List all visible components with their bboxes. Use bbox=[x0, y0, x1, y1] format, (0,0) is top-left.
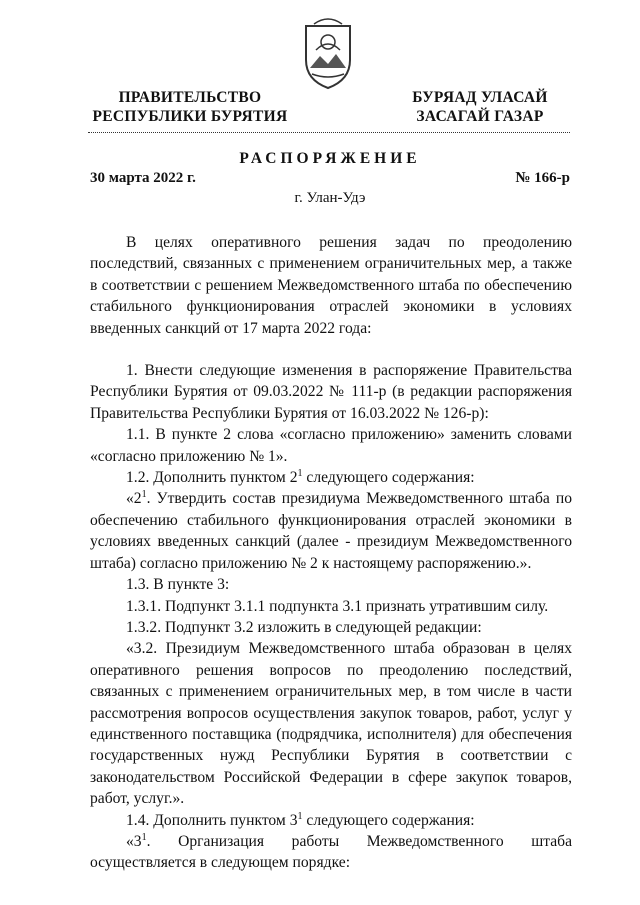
quote-2-1-text: . Утвердить состав президиума Межведомственного штаба по обеспечению стабильного функционирования отраслей экономики в условиях введенных санкций (далее - президиум Межведомственного штаба) согласно приложению № 2 к настоящему распоряжению.». bbox=[90, 490, 572, 572]
paragraph-1-2 bbox=[90, 467, 572, 488]
superscript: 1 bbox=[297, 810, 303, 822]
paragraph-1-3: 1.3. В пункте 3: bbox=[126, 576, 230, 594]
header-left-line1: ПРАВИТЕЛЬСТВО bbox=[118, 89, 262, 106]
quote-3-1-text: . Организация работы Межведомственного штаба осуществляется в следующем порядке: bbox=[90, 832, 572, 872]
header-right-line1: БУРЯАД УЛАСАЙ bbox=[412, 89, 548, 106]
paragraph-1-1: 1.1. В пункте 2 слова «согласно приложению» заменить словами «согласно приложению № 1». bbox=[90, 426, 572, 465]
header-right-line2: ЗАСАГАЙ ГАЗАР bbox=[416, 108, 544, 125]
paragraph-1: 1. Внести следующие изменения в распоряжение Правительства Республики Бурятия от 09.03.2022 № 111-р (в редакции распоряжения Правительства Республики Бурятия от 16.03.2022 № 126-р): bbox=[90, 362, 572, 422]
header-divider bbox=[88, 132, 570, 133]
quote-3-1-prefix: «3 bbox=[126, 832, 142, 850]
government-name-bur bbox=[400, 88, 560, 126]
coat-of-arms-icon bbox=[300, 16, 356, 92]
government-name-ru bbox=[90, 88, 290, 126]
document-body bbox=[90, 232, 572, 874]
paragraph-1-4-suffix: следующего содержания: bbox=[302, 811, 475, 829]
quote-2-1-prefix: «2 bbox=[126, 490, 142, 508]
paragraph-1-3-1: 1.3.1. Подпункт 3.1.1 подпункта 3.1 признать утратившим силу. bbox=[126, 597, 549, 615]
document-date: 30 марта 2022 г. bbox=[90, 170, 196, 186]
paragraph-1-2-suffix: следующего содержания: bbox=[302, 469, 475, 487]
header-left-line2: РЕСПУБЛИКИ БУРЯТИЯ bbox=[92, 108, 288, 125]
superscript: 1 bbox=[297, 468, 303, 480]
document-title: РАСПОРЯЖЕНИЕ bbox=[239, 150, 421, 167]
quote-3-2: «3.2. Президиум Межведомственного штаба образован в целях оперативного решения вопросов по преодолению последствий, связанных с применением ограничительных мер, в том числе в части рассмотрения вопросов осуществления закупок товаров, работ, услуг у единственного поставщика (подрядчика, исполнителя) для обеспечения государственных нужд Республики Бурятия в соответствии с законодательством Российской Федерации в сфере закупок товаров, работ, услуг.». bbox=[90, 640, 572, 808]
superscript: 1 bbox=[141, 489, 147, 501]
paragraph-1-3-2: 1.3.2. Подпункт 3.2 изложить в следующей редакции: bbox=[126, 618, 482, 636]
document-number: № 166-р bbox=[515, 170, 570, 186]
quote-2-1 bbox=[90, 488, 572, 574]
preamble-paragraph: В целях оперативного решения задач по преодолению последствий, связанных с применением ограничительных мер, а также в соответствии с решением Межведомственного штаба по обеспечению стабильного функционирования отраслей экономики в условиях введенных санкций от 17 марта 2022 года: bbox=[90, 234, 572, 337]
superscript: 1 bbox=[141, 831, 147, 843]
paragraph-1-4 bbox=[90, 810, 572, 831]
document-city: г. Улан-Удэ bbox=[294, 190, 366, 206]
paragraph-1-2-text: 1.2. Дополнить пунктом 2 bbox=[126, 469, 298, 487]
quote-3-1 bbox=[90, 831, 572, 874]
paragraph-1-4-text: 1.4. Дополнить пунктом 3 bbox=[126, 811, 298, 829]
